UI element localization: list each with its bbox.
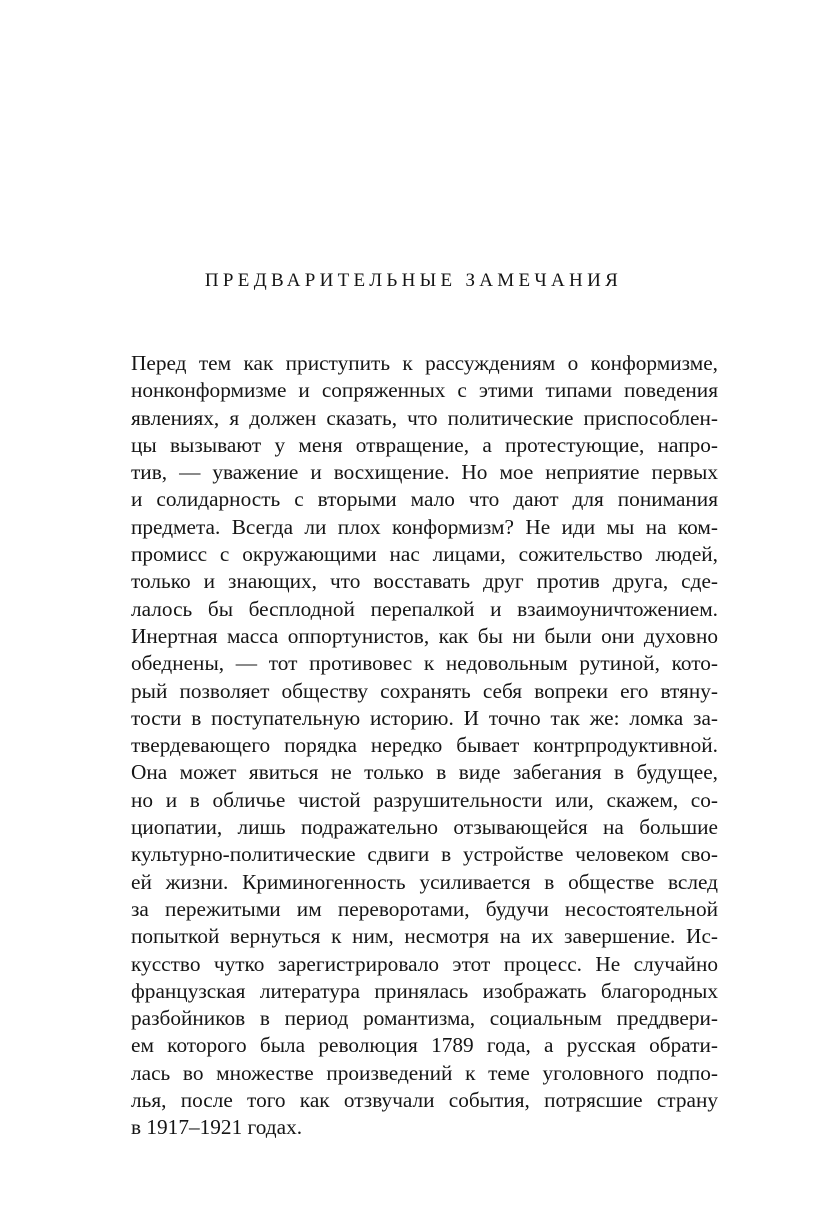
text-line: лась во множестве произведений к теме уголовного подпо- (131, 1060, 718, 1085)
text-line: и солидарность с вторыми мало что дают для понимания (131, 487, 718, 512)
text-line: обеднены, — тот противовес к недовольным рутиной, кото- (131, 651, 718, 676)
chapter-heading: ПРЕДВАРИТЕЛЬНЫЕ ЗАМЕЧАНИЯ (204, 270, 623, 291)
text-line: твердевающего порядка нередко бывает контрпродуктивной. (131, 733, 718, 758)
text-line: циопатии, лишь подражательно отзывающейся на большие (131, 815, 718, 840)
text-line: лалось бы бесплодной перепалкой и взаимоуничтожением. (131, 596, 718, 621)
text-line: Она может явиться не только в виде забегания в будущее, (131, 760, 718, 785)
text-line: рый позволяет обществу сохранять себя вопреки его втяну- (131, 678, 718, 703)
text-line: промисс с окружающими нас лицами, сожительство людей, (131, 542, 718, 567)
text-line: в 1917–1921 годах. (131, 1115, 303, 1140)
text-line: только и знающих, что восставать друг против друга, сде- (131, 569, 718, 594)
text-line: Инертная масса оппортунистов, как бы ни были они духовно (131, 623, 718, 648)
text-line: тив, — уважение и восхищение. Но мое неприятие первых (131, 460, 718, 485)
text-line: нонконформизме и сопряженных с этими типами поведения (131, 378, 718, 403)
text-line: ей жизни. Криминогенность усиливается в обществе вслед (131, 869, 718, 894)
text-line: культурно-политические сдвиги в устройстве человеком сво- (131, 842, 718, 867)
text-line: попыткой вернуться к ним, несмотря на их завершение. Ис- (131, 924, 718, 949)
text-line: лья, после того как отзвучали события, потрясшие страну (131, 1088, 718, 1113)
text-line: Перед тем как приступить к рассуждениям о конформизме, (131, 351, 718, 375)
text-line: предмета. Всегда ли плох конформизм? Не иди мы на ком- (131, 514, 718, 539)
body-paragraph (131, 350, 718, 1142)
text-line: французская литература принялась изображать благородных (131, 978, 718, 1003)
text-line: ем которого была революция 1789 года, а русская обрати- (131, 1033, 718, 1058)
text-line: за пережитыми им переворотами, будучи несостоятельной (131, 896, 718, 921)
text-line: кусство чутко зарегистрировало этот процесс. Не случайно (131, 951, 718, 976)
text-line: разбойников в период романтизма, социальным преддвери- (131, 1006, 718, 1031)
text-line: но и в обличье чистой разрушительности или, скажем, со- (131, 787, 718, 812)
text-line: цы вызывают у меня отвращение, а протестующие, напро- (131, 432, 718, 457)
text-line: явлениях, я должен сказать, что политические приспособлен- (131, 405, 718, 430)
text-line: тости в поступательную историю. И точно так же: ломка за- (131, 705, 718, 730)
